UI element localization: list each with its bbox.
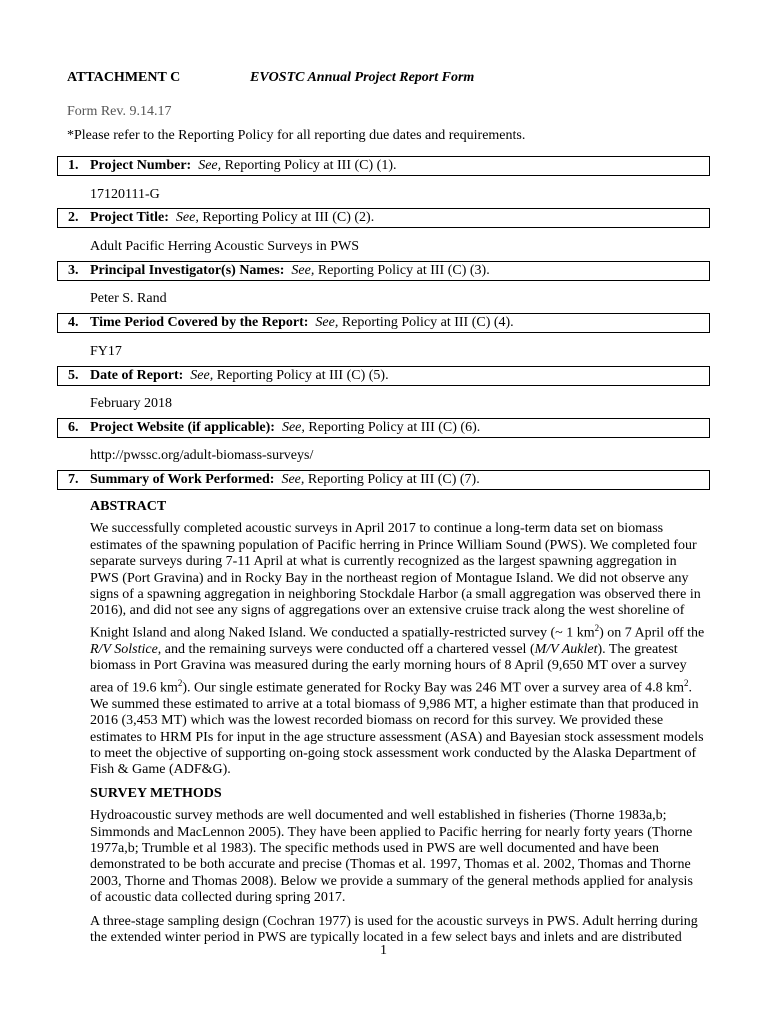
section-title: Summary of Work Performed: bbox=[90, 472, 275, 487]
summary-body bbox=[90, 499, 705, 953]
attachment-text: ATTACHMENT C bbox=[67, 70, 181, 85]
time-period-value: FY17 bbox=[90, 344, 122, 359]
see-text: See, bbox=[190, 368, 214, 383]
intro-note: *Please refer to the Reporting Policy for all reporting due dates and requirements. bbox=[67, 128, 526, 143]
see-text: See, bbox=[198, 158, 222, 173]
see-text: See, bbox=[291, 263, 315, 278]
report-date-value: February 2018 bbox=[90, 396, 173, 411]
policy-ref: Reporting Policy at III (C) (5). bbox=[213, 368, 389, 383]
abstract-text: ). The greatest biomass in Port Gravina was measured during the early morning hours of 8 April (9,650 MT over a survey area of 19.6 km bbox=[90, 641, 687, 696]
policy-ref: Reporting Policy at III (C) (6). bbox=[304, 420, 481, 435]
methods-heading: SURVEY METHODS bbox=[90, 785, 222, 801]
section-2-box bbox=[57, 208, 710, 228]
project-number-value: 17120111-G bbox=[90, 187, 160, 202]
section-label bbox=[90, 314, 514, 332]
policy-ref: Reporting Policy at III (C) (3). bbox=[314, 263, 490, 278]
section-title: Project Website (if applicable): bbox=[90, 420, 275, 435]
abstract-text: We successfully completed acoustic surveys in April 2017 to continue a long-term data set on biomass estimates of the spawning population of Pacific herring in Prince William Sound (PWS). We completed four separate surveys during 7-11 April at what is currently recognized as the largest spawning aggregation in PWS (Port Gravina) and in Rocky Bay in the northeast region of Montague Island. We did not observe any signs of a spawning aggregation in neighboring Stockdale Harbor (a small aggregation was observed there in 2016), and did not see any signs of aggregations over an extensive cruise track along the west shoreline of Knight Island and along Naked Island. We conducted a spatially-restricted survey (~ 1 km bbox=[90, 521, 701, 641]
see-text: See, bbox=[281, 420, 305, 435]
section-label bbox=[90, 209, 374, 227]
section-3-box bbox=[57, 261, 710, 281]
section-number: 7. bbox=[68, 472, 79, 487]
section-6-box bbox=[57, 418, 710, 438]
form-title: EVOSTC Annual Project Report Form bbox=[250, 70, 475, 85]
see-text: See, bbox=[315, 315, 339, 330]
see-text: See, bbox=[281, 472, 305, 487]
section-title: Project Number: bbox=[90, 158, 192, 173]
pi-names-value: Peter S. Rand bbox=[90, 291, 167, 306]
abstract-text: , and the remaining surveys were conducted off a chartered vessel ( bbox=[157, 641, 535, 657]
section-number: 5. bbox=[68, 368, 79, 383]
section-number: 3. bbox=[68, 263, 79, 278]
section-label bbox=[90, 367, 389, 385]
section-number: 6. bbox=[68, 420, 79, 435]
section-number: 4. bbox=[68, 315, 79, 330]
section-number: 2. bbox=[68, 210, 79, 225]
section-title: Project Title: bbox=[90, 210, 169, 225]
section-title: Date of Report: bbox=[90, 368, 184, 383]
abstract-paragraph bbox=[90, 521, 705, 778]
section-7-box bbox=[57, 470, 710, 490]
vessel-name: M/V Auklet bbox=[534, 641, 598, 657]
project-website-value: http://pwssc.org/adult-biomass-surveys/ bbox=[90, 448, 314, 463]
project-title-value: Adult Pacific Herring Acoustic Surveys in PWS bbox=[90, 239, 360, 254]
methods-paragraph-1: Hydroacoustic survey methods are well documented and well established in fisheries (Thorne 1983a,b; Simmonds and MacLennon 2005). They have been applied to Pacific herring for nearly forty years (Thorne 1977a,b; Trumble et al 1983). The specific methods used in PWS are well documented and have been demonstrated to be both accurate and precise (Thomas et al. 1997, Thomas et al. 2002, Thomas and Thorne 2003, Thorne and Thomas 2008). Below we provide a summary of the general methods applied for analysis of acoustic data collected during spring 2017. bbox=[90, 808, 693, 906]
methods-paragraph-2: A three-stage sampling design (Cochran 1977) is used for the acoustic surveys in PWS. Adult herring during the extended winter period in PWS are typically located in a few select bays and inlets and are distributed bbox=[90, 913, 698, 946]
superscript: 2 bbox=[684, 677, 689, 688]
policy-ref: Reporting Policy at III (C) (1). bbox=[221, 158, 397, 173]
section-label bbox=[90, 471, 480, 489]
policy-ref: Reporting Policy at III (C) (4). bbox=[338, 315, 514, 330]
superscript: 2 bbox=[177, 677, 183, 688]
form-revision: Form Rev. 9.14.17 bbox=[67, 104, 172, 119]
section-label bbox=[90, 157, 397, 175]
section-number: 1. bbox=[68, 158, 79, 173]
policy-ref: Reporting Policy at III (C) (2). bbox=[198, 210, 375, 225]
abstract-text: ). Our single estimate generated for Rocky Bay was 246 MT over a survey area of 4.8 km bbox=[182, 680, 685, 696]
abstract-text: . We summed these estimated to arrive at a total biomass of 9,986 MT, a higher estimate than that produced in 2016 (3,453 MT) which was the lowest recorded biomass on record for this survey. We provided these estimates to HRM PIs for input in the age structure assessment (ASA) and Bayesian stock assessment models to meet the objective of supporting on-going stock assessment work conducted by the Alaska Department of Fish & Game (ADF&G). bbox=[90, 680, 704, 778]
section-title: Principal Investigator(s) Names: bbox=[90, 263, 285, 278]
see-text: See, bbox=[175, 210, 199, 225]
section-5-box bbox=[57, 366, 710, 386]
section-label bbox=[90, 262, 490, 280]
section-label bbox=[90, 419, 480, 437]
policy-ref: Reporting Policy at III (C) (7). bbox=[304, 472, 480, 487]
abstract-text: ) on 7 April off the bbox=[599, 625, 705, 641]
superscript: 2 bbox=[594, 622, 600, 633]
section-title: Time Period Covered by the Report: bbox=[90, 315, 309, 330]
abstract-heading: ABSTRACT bbox=[90, 499, 167, 514]
vessel-name: R/V Solstice bbox=[90, 641, 158, 657]
section-4-box bbox=[57, 313, 710, 333]
section-1-box bbox=[57, 156, 710, 176]
attachment-label bbox=[67, 70, 180, 86]
page-number: 1 bbox=[380, 943, 387, 958]
